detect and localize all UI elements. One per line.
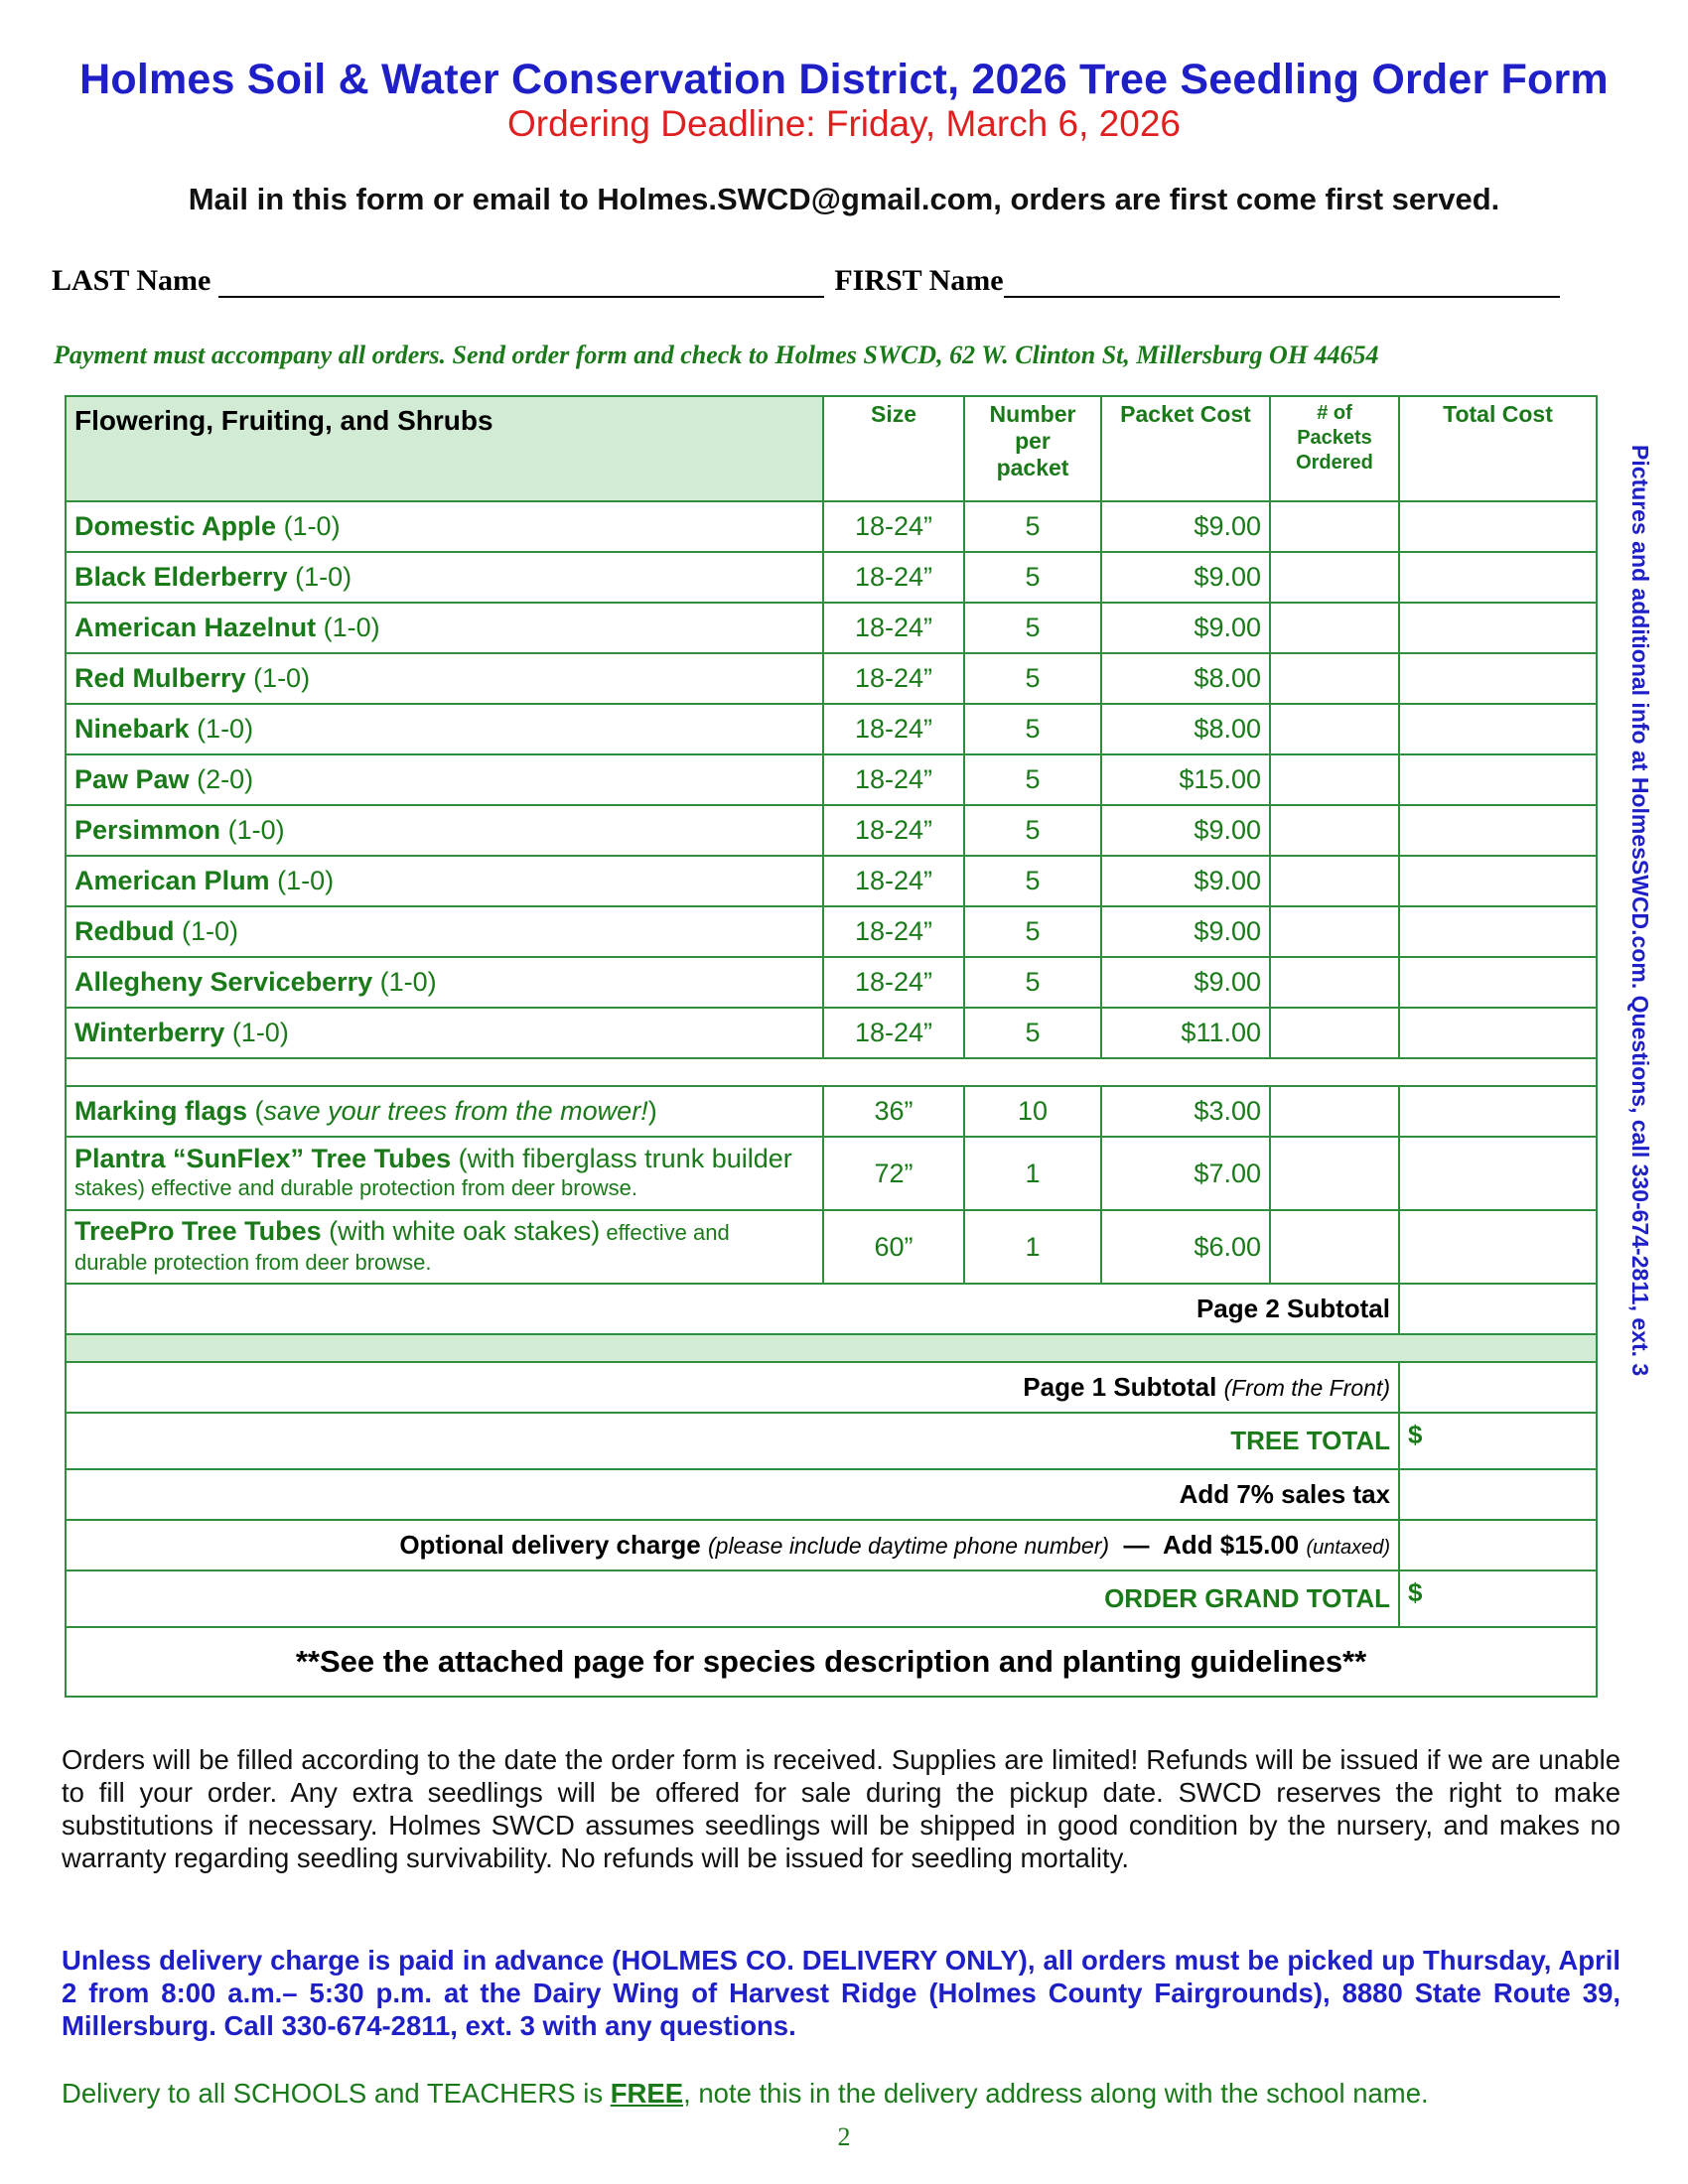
tree-total-input[interactable]: $: [1399, 1413, 1597, 1469]
table-row: [66, 501, 1597, 552]
table-row: [66, 603, 1597, 653]
item-number: 1: [964, 1210, 1101, 1284]
packets-ordered-input[interactable]: [1270, 906, 1399, 957]
order-table: [65, 395, 1598, 1698]
item-name: Redbud (1-0): [66, 906, 823, 957]
item-number: 5: [964, 754, 1101, 805]
item-cost: $7.00: [1101, 1137, 1270, 1210]
table-row: [66, 805, 1597, 856]
table-row: [66, 957, 1597, 1008]
packets-ordered-input[interactable]: [1270, 805, 1399, 856]
item-number: 5: [964, 552, 1101, 603]
side-note: Pictures and additional info at HolmesSWCD.com. Questions, call 330-674-2811, ext. 3: [1627, 445, 1653, 1377]
total-cost-input[interactable]: [1399, 653, 1597, 704]
total-cost-input[interactable]: [1399, 1086, 1597, 1137]
item-size: 18-24”: [823, 805, 964, 856]
col-packet-cost: Packet Cost: [1101, 396, 1270, 501]
packets-ordered-input[interactable]: [1270, 1086, 1399, 1137]
delivery-paragraph: Delivery to all SCHOOLS and TEACHERS is FREE, note this in the delivery address along with the school name.: [62, 2078, 1429, 2109]
item-cost: $11.00: [1101, 1008, 1270, 1058]
section-title: Flowering, Fruiting, and Shrubs: [66, 396, 823, 501]
total-cost-input[interactable]: [1399, 704, 1597, 754]
table-row: [66, 856, 1597, 906]
item-name: Persimmon (1-0): [66, 805, 823, 856]
item-size: 18-24”: [823, 552, 964, 603]
item-name: Ninebark (1-0): [66, 704, 823, 754]
first-name-label: FIRST Name: [834, 264, 1004, 297]
item-name: Red Mulberry (1-0): [66, 653, 823, 704]
item-cost: $9.00: [1101, 957, 1270, 1008]
item-cost: $15.00: [1101, 754, 1270, 805]
packets-ordered-input[interactable]: [1270, 501, 1399, 552]
tree-total-row: [66, 1413, 1597, 1469]
page-number: 2: [837, 2122, 851, 2151]
item-size: 60”: [823, 1210, 964, 1284]
total-cost-input[interactable]: [1399, 1008, 1597, 1058]
ordering-deadline: Ordering Deadline: Friday, March 6, 2026: [507, 103, 1181, 144]
item-name: Winterberry (1-0): [66, 1008, 823, 1058]
first-name-field[interactable]: [1004, 270, 1560, 298]
pickup-paragraph: Unless delivery charge is paid in advance (HOLMES CO. DELIVERY ONLY), all orders must be picked up Thursday, April 2 from 8:00 a.m.– 5:30 p.m. at the Dairy Wing of Harvest Ridge (Holmes County Fairgrounds), 8880 State Route 39, Millersburg. Call 330-674-2811, ext. 3 with any questions.: [62, 1945, 1620, 2041]
total-cost-input[interactable]: [1399, 1137, 1597, 1210]
packets-ordered-input[interactable]: [1270, 754, 1399, 805]
total-cost-input[interactable]: [1399, 957, 1597, 1008]
item-number: 5: [964, 906, 1101, 957]
col-size: Size: [823, 396, 964, 501]
payment-note: Payment must accompany all orders. Send order form and check to Holmes SWCD, 62 W. Clinton St, Millersburg OH 44654: [54, 341, 1379, 369]
table-row: [66, 1210, 1597, 1284]
table-row: [66, 704, 1597, 754]
delivery-charge-row: [66, 1520, 1597, 1570]
total-cost-input[interactable]: [1399, 552, 1597, 603]
last-name-label: LAST Name: [52, 264, 211, 297]
table-row: [66, 1008, 1597, 1058]
item-number: 5: [964, 704, 1101, 754]
item-size: 18-24”: [823, 957, 964, 1008]
item-name: American Hazelnut (1-0): [66, 603, 823, 653]
table-header-row: [66, 396, 1597, 501]
item-size: 18-24”: [823, 704, 964, 754]
grand-total-label: ORDER GRAND TOTAL: [66, 1570, 1399, 1627]
see-attached-row: [66, 1627, 1597, 1697]
see-attached-note: **See the attached page for species description and planting guidelines**: [66, 1627, 1597, 1697]
packets-ordered-input[interactable]: [1270, 552, 1399, 603]
item-name: Paw Paw (2-0): [66, 754, 823, 805]
item-size: 18-24”: [823, 501, 964, 552]
item-number: 5: [964, 957, 1101, 1008]
col-packets-ordered: # of Packets Ordered: [1270, 396, 1399, 501]
item-number: 10: [964, 1086, 1101, 1137]
item-size: 18-24”: [823, 906, 964, 957]
item-cost: $9.00: [1101, 805, 1270, 856]
item-size: 36”: [823, 1086, 964, 1137]
packets-ordered-input[interactable]: [1270, 653, 1399, 704]
item-cost: $8.00: [1101, 653, 1270, 704]
total-cost-input[interactable]: [1399, 754, 1597, 805]
item-cost: $8.00: [1101, 704, 1270, 754]
packets-ordered-input[interactable]: [1270, 1137, 1399, 1210]
item-number: 1: [964, 1137, 1101, 1210]
total-cost-input[interactable]: [1399, 1210, 1597, 1284]
delivery-charge-input[interactable]: [1399, 1520, 1597, 1570]
page2-subtotal-label: Page 2 Subtotal: [66, 1284, 1399, 1334]
col-number-per-packet: Number per packet: [964, 396, 1101, 501]
item-size: 18-24”: [823, 653, 964, 704]
sales-tax-input[interactable]: [1399, 1469, 1597, 1520]
total-cost-input[interactable]: [1399, 906, 1597, 957]
packets-ordered-input[interactable]: [1270, 603, 1399, 653]
grand-total-input[interactable]: $: [1399, 1570, 1597, 1627]
packets-ordered-input[interactable]: [1270, 1008, 1399, 1058]
item-number: 5: [964, 603, 1101, 653]
table-spacer-row: [66, 1058, 1597, 1086]
total-cost-input[interactable]: [1399, 805, 1597, 856]
sales-tax-label: Add 7% sales tax: [66, 1469, 1399, 1520]
item-name: Domestic Apple (1-0): [66, 501, 823, 552]
item-name: Marking flags (save your trees from the mower!): [66, 1086, 823, 1137]
item-size: 18-24”: [823, 856, 964, 906]
item-cost: $3.00: [1101, 1086, 1270, 1137]
item-size: 72”: [823, 1137, 964, 1210]
mail-instructions: Mail in this form or email to Holmes.SWCD@gmail.com, orders are first come first served.: [188, 182, 1500, 216]
item-size: 18-24”: [823, 1008, 964, 1058]
policy-paragraph: Orders will be filled according to the date the order form is received. Supplies are limited! Refunds will be issued if we are unable to fill your order. Any extra seedlings will be offered for sale during the pickup date. SWCD reserves the right to make substitutions if necessary. Holmes SWCD assumes seedlings will be shipped in good condition by the nursery, and makes no warranty regarding seedling survivability. No refunds will be issued for seedling mortality.: [62, 1744, 1620, 1873]
name-fields: [52, 258, 1620, 298]
item-number: 5: [964, 1008, 1101, 1058]
packets-ordered-input[interactable]: [1270, 704, 1399, 754]
item-number: 5: [964, 856, 1101, 906]
total-cost-input[interactable]: [1399, 603, 1597, 653]
item-size: 18-24”: [823, 603, 964, 653]
page1-subtotal-input[interactable]: [1399, 1362, 1597, 1413]
item-cost: $9.00: [1101, 906, 1270, 957]
page2-subtotal-input[interactable]: [1399, 1284, 1597, 1334]
item-number: 5: [964, 805, 1101, 856]
item-cost: $9.00: [1101, 501, 1270, 552]
packets-ordered-input[interactable]: [1270, 1210, 1399, 1284]
delivery-charge-label: Optional delivery charge (please include daytime phone number) — Add $15.00 (untaxed): [66, 1520, 1399, 1570]
packets-ordered-input[interactable]: [1270, 856, 1399, 906]
table-row: [66, 754, 1597, 805]
page1-subtotal-row: [66, 1362, 1597, 1413]
page2-subtotal-row: [66, 1284, 1597, 1334]
tree-total-label: TREE TOTAL: [66, 1413, 1399, 1469]
grand-total-row: [66, 1570, 1597, 1627]
table-row: [66, 906, 1597, 957]
col-total-cost: Total Cost: [1399, 396, 1597, 501]
item-name: Plantra “SunFlex” Tree Tubes (with fiberglass trunk builder stakes) effective and durable protection from deer browse.: [66, 1137, 823, 1210]
item-size: 18-24”: [823, 754, 964, 805]
item-name: Black Elderberry (1-0): [66, 552, 823, 603]
table-divider-bar: [66, 1334, 1597, 1362]
item-cost: $9.00: [1101, 603, 1270, 653]
packets-ordered-input[interactable]: [1270, 957, 1399, 1008]
table-row: [66, 653, 1597, 704]
table-row: [66, 1086, 1597, 1137]
form-title: Holmes Soil & Water Conservation District, 2026 Tree Seedling Order Form: [79, 56, 1609, 103]
total-cost-input[interactable]: [1399, 856, 1597, 906]
item-cost: $9.00: [1101, 552, 1270, 603]
last-name-field[interactable]: [218, 270, 824, 298]
item-name: Allegheny Serviceberry (1-0): [66, 957, 823, 1008]
table-row: [66, 552, 1597, 603]
item-number: 5: [964, 501, 1101, 552]
item-name: TreePro Tree Tubes (with white oak stakes) effective and durable protection from deer browse.: [66, 1210, 823, 1284]
item-number: 5: [964, 653, 1101, 704]
total-cost-input[interactable]: [1399, 501, 1597, 552]
item-cost: $9.00: [1101, 856, 1270, 906]
item-cost: $6.00: [1101, 1210, 1270, 1284]
page1-subtotal-label: Page 1 Subtotal (From the Front): [66, 1362, 1399, 1413]
sales-tax-row: [66, 1469, 1597, 1520]
item-name: American Plum (1-0): [66, 856, 823, 906]
table-row: [66, 1137, 1597, 1210]
